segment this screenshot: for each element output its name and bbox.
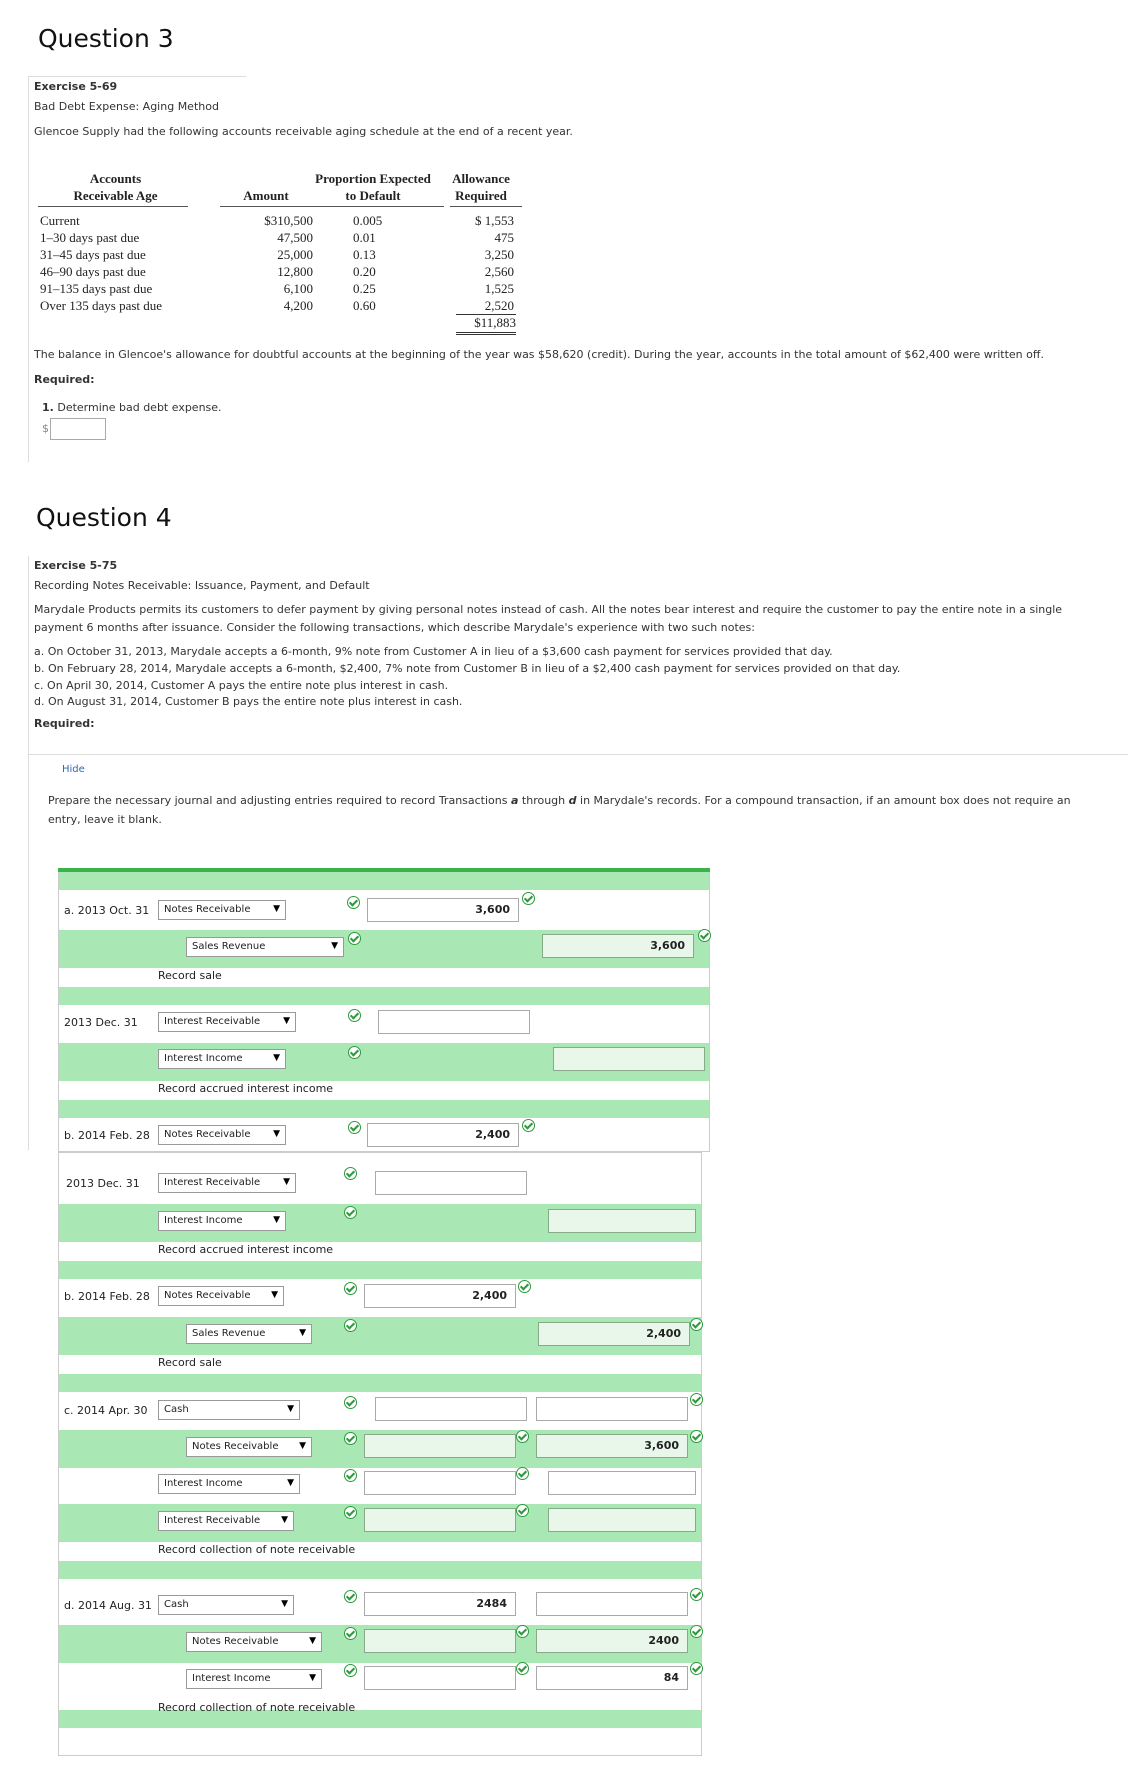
dropdown-arrow-icon: ▼ — [331, 941, 338, 951]
hide-link[interactable]: Hide — [62, 764, 85, 775]
requirement-number: 1. — [42, 401, 54, 414]
exercise-intro-line2: payment 6 months after issuance. Consider the following transactions, which describe Marydale's experience with two such notes: — [34, 621, 755, 634]
question-4-title: Question 4 — [36, 503, 172, 532]
table-cell: 475 — [494, 230, 514, 245]
debit-input[interactable]: 2,400 — [367, 1123, 519, 1147]
table-cell: 3,250 — [484, 247, 514, 262]
instr-text: in Marydale's records. For a compound transaction, if an amount box does not require an — [576, 794, 1071, 807]
credit-input[interactable] — [536, 1592, 688, 1616]
account-select-value: Notes Receivable — [192, 1636, 279, 1647]
account-select[interactable] — [158, 900, 286, 920]
entry-memo: Record sale — [158, 1356, 222, 1369]
check-icon — [690, 1625, 703, 1638]
account-select[interactable] — [186, 1324, 312, 1344]
account-select[interactable] — [158, 1474, 300, 1494]
table-cell: $ 1,553 — [475, 213, 514, 228]
check-icon — [348, 1009, 361, 1022]
debit-input[interactable] — [375, 1397, 527, 1421]
credit-input[interactable]: 2400 — [536, 1629, 688, 1653]
account-select-value: Sales Revenue — [192, 941, 266, 952]
table-cell: 0.60 — [353, 298, 376, 313]
table-cell: Over 135 days past due — [40, 298, 163, 313]
check-icon — [522, 892, 535, 905]
exercise-title: Exercise 5-69 — [34, 80, 118, 93]
table-cell: 25,000 — [277, 247, 313, 262]
check-icon — [698, 929, 711, 942]
check-icon — [344, 1319, 357, 1332]
debit-input[interactable] — [364, 1629, 516, 1653]
dropdown-arrow-icon: ▼ — [271, 1290, 278, 1300]
check-icon — [516, 1504, 529, 1517]
debit-input[interactable] — [364, 1666, 516, 1690]
transaction-b: b. On February 28, 2014, Marydale accepts a 6-month, $2,400, 7% note from Customer B in lieu of a $2,400 cash payment for services provided on that day. — [34, 662, 901, 675]
table-cell: 12,800 — [277, 264, 313, 279]
credit-input[interactable]: 3,600 — [536, 1434, 688, 1458]
table-cell: 0.20 — [353, 264, 376, 279]
check-icon — [690, 1588, 703, 1601]
dropdown-arrow-icon: ▼ — [299, 1441, 306, 1451]
entry-memo: Record collection of note receivable — [158, 1543, 356, 1556]
table-cell: 91–135 days past due — [40, 281, 153, 296]
entry-date: c. 2014 Apr. 30 — [64, 1404, 148, 1417]
check-icon — [347, 896, 360, 909]
account-select[interactable] — [186, 1632, 322, 1652]
entry-date: d. 2014 Aug. 31 — [64, 1599, 152, 1612]
check-icon — [516, 1467, 529, 1480]
table-cell: 0.005 — [353, 213, 383, 228]
table-cell: 31–45 days past due — [40, 247, 146, 262]
header-allow-line2: Required — [455, 188, 507, 203]
check-icon — [690, 1430, 703, 1443]
check-icon — [344, 1506, 357, 1519]
account-select-value: Notes Receivable — [164, 1290, 251, 1301]
transaction-c: c. On April 30, 2014, Customer A pays the entire note plus interest in cash. — [34, 679, 449, 692]
header-prop-line1: Proportion Expected — [315, 171, 431, 186]
account-select[interactable] — [186, 937, 344, 957]
table-cell: 0.25 — [353, 281, 376, 296]
entry-date: 2013 Dec. 31 — [66, 1177, 140, 1190]
check-icon — [522, 1119, 535, 1132]
check-icon — [690, 1318, 703, 1331]
band — [59, 1710, 701, 1728]
entry-memo: Record accrued interest income — [158, 1082, 334, 1095]
credit-input[interactable]: 84 — [536, 1666, 688, 1690]
check-icon — [348, 932, 361, 945]
instr-a: a — [510, 794, 519, 807]
instr-text: through — [518, 794, 569, 807]
account-select[interactable] — [186, 1669, 322, 1689]
requirement-text: Determine bad debt expense. — [57, 401, 222, 414]
account-select-value: Interest Receivable — [164, 1177, 261, 1188]
account-select-value: Interest Income — [164, 1215, 243, 1226]
band — [59, 1100, 709, 1118]
account-select-value: Cash — [164, 1599, 189, 1610]
account-select[interactable] — [158, 1400, 300, 1420]
account-select[interactable] — [158, 1286, 284, 1306]
band — [59, 1374, 701, 1392]
credit-input[interactable]: 3,600 — [542, 934, 694, 958]
table-cell: 0.13 — [353, 247, 376, 262]
account-select-value: Interest Income — [164, 1053, 243, 1064]
table-cell: 2,560 — [484, 264, 514, 279]
dropdown-arrow-icon: ▼ — [281, 1515, 288, 1525]
debit-input[interactable] — [375, 1171, 527, 1195]
dropdown-arrow-icon: ▼ — [309, 1673, 316, 1683]
account-select-value: Interest Receivable — [164, 1515, 261, 1526]
required-label: Required: — [34, 373, 95, 386]
debit-input[interactable]: 2,400 — [364, 1284, 516, 1308]
instr-d: d — [568, 794, 577, 807]
entry-memo: Record sale — [158, 969, 222, 982]
credit-input[interactable] — [548, 1209, 696, 1233]
debit-input[interactable]: 2484 — [364, 1592, 516, 1616]
debit-input[interactable] — [364, 1434, 516, 1458]
dollar-sign: $ — [42, 422, 49, 435]
account-select[interactable] — [158, 1211, 286, 1231]
band — [59, 872, 709, 890]
check-icon — [344, 1282, 357, 1295]
table-cell: 46–90 days past due — [40, 264, 146, 279]
check-icon — [518, 1280, 531, 1293]
credit-input[interactable] — [536, 1397, 688, 1421]
exercise-intro: Glencoe Supply had the following accounts receivable aging schedule at the end of a recent year. — [34, 125, 573, 138]
check-icon — [344, 1664, 357, 1677]
check-icon — [344, 1206, 357, 1219]
table-cell: 1,525 — [484, 281, 514, 296]
account-select[interactable] — [158, 1173, 296, 1193]
dropdown-arrow-icon: ▼ — [283, 1177, 290, 1187]
account-select-value: Interest Income — [164, 1478, 243, 1489]
check-icon — [690, 1393, 703, 1406]
account-select-value: Notes Receivable — [164, 904, 251, 915]
account-select[interactable] — [158, 1012, 296, 1032]
check-icon — [344, 1590, 357, 1603]
dropdown-arrow-icon: ▼ — [309, 1636, 316, 1646]
required-label: Required: — [34, 717, 95, 730]
check-icon — [344, 1627, 357, 1640]
debit-input[interactable] — [364, 1508, 516, 1532]
entry-date: b. 2014 Feb. 28 — [64, 1290, 150, 1303]
exercise-subtitle: Bad Debt Expense: Aging Method — [34, 100, 219, 113]
check-icon — [344, 1167, 357, 1180]
entry-memo: Record collection of note receivable — [158, 1701, 356, 1714]
entry-date: b. 2014 Feb. 28 — [64, 1129, 150, 1142]
debit-input[interactable] — [378, 1010, 530, 1034]
header-prop-line2: to Default — [345, 188, 401, 203]
balance-text: The balance in Glencoe's allowance for doubtful accounts at the beginning of the year was $58,620 (credit). During the year, accounts in the total amount of $62,400 were written off. — [34, 348, 1044, 361]
credit-input[interactable] — [548, 1508, 696, 1532]
entry-memo: Record accrued interest income — [158, 1243, 334, 1256]
check-icon — [348, 1121, 361, 1134]
dropdown-arrow-icon: ▼ — [283, 1016, 290, 1026]
debit-input[interactable]: 3,600 — [367, 898, 519, 922]
header-age-line1: Accounts — [89, 171, 142, 186]
credit-input[interactable]: 2,400 — [538, 1322, 690, 1346]
table-cell: 0.01 — [353, 230, 376, 245]
dropdown-arrow-icon: ▼ — [287, 1478, 294, 1488]
dropdown-arrow-icon: ▼ — [273, 1215, 280, 1225]
check-icon — [516, 1430, 529, 1443]
question-3-title: Question 3 — [38, 24, 174, 53]
band — [59, 987, 709, 1005]
band — [59, 1561, 701, 1579]
instructions-line2: entry, leave it blank. — [48, 813, 162, 826]
account-select-value: Cash — [164, 1404, 189, 1415]
account-select-value: Sales Revenue — [192, 1328, 266, 1339]
table-cell: $310,500 — [264, 213, 313, 228]
check-icon — [516, 1662, 529, 1675]
account-select-value: Notes Receivable — [164, 1129, 251, 1140]
table-total: $11,883 — [474, 315, 516, 330]
entry-date: 2013 Dec. 31 — [64, 1016, 138, 1029]
account-select[interactable] — [158, 1595, 294, 1615]
instr-text: Prepare the necessary journal and adjusting entries required to record Transactions — [48, 794, 511, 807]
account-select[interactable] — [158, 1125, 286, 1145]
table-cell: 4,200 — [283, 298, 313, 313]
table-cell: 6,100 — [283, 281, 313, 296]
dropdown-arrow-icon: ▼ — [273, 1053, 280, 1063]
table-cell: 47,500 — [277, 230, 313, 245]
exercise-intro-line1: Marydale Products permits its customers to defer payment by giving personal notes instead of cash. All the notes bear interest and require the customer to pay the entire note in a single — [34, 603, 1063, 616]
transaction-d: d. On August 31, 2014, Customer B pays the entire note plus interest in cash. — [34, 695, 463, 708]
check-icon — [344, 1396, 357, 1409]
account-select[interactable] — [186, 1437, 312, 1457]
dropdown-arrow-icon: ▼ — [299, 1328, 306, 1338]
check-icon — [348, 1046, 361, 1059]
exercise-subtitle: Recording Notes Receivable: Issuance, Payment, and Default — [34, 579, 370, 592]
check-icon — [516, 1625, 529, 1638]
account-select[interactable] — [158, 1511, 294, 1531]
check-icon — [690, 1662, 703, 1675]
table-cell: 1–30 days past due — [40, 230, 140, 245]
dropdown-arrow-icon: ▼ — [287, 1404, 294, 1414]
account-select-value: Interest Income — [192, 1673, 271, 1684]
check-icon — [344, 1432, 357, 1445]
credit-input[interactable] — [548, 1471, 696, 1495]
account-select[interactable] — [158, 1049, 286, 1069]
table-cell: Current — [40, 213, 80, 228]
header-allow-line1: Allowance — [452, 171, 510, 186]
credit-input[interactable] — [553, 1047, 705, 1071]
band — [59, 1261, 701, 1279]
debit-input[interactable] — [364, 1471, 516, 1495]
transaction-a: a. On October 31, 2013, Marydale accepts a 6-month, 9% note from Customer A in lieu of a $3,600 cash payment for services provided that day. — [34, 645, 833, 658]
account-select-value: Interest Receivable — [164, 1016, 261, 1027]
account-select-value: Notes Receivable — [192, 1441, 279, 1452]
dropdown-arrow-icon: ▼ — [281, 1599, 288, 1609]
header-age-line2: Receivable Age — [73, 188, 158, 203]
entry-date: a. 2013 Oct. 31 — [64, 904, 150, 917]
table-cell: 2,520 — [484, 298, 514, 313]
dropdown-arrow-icon: ▼ — [273, 1129, 280, 1139]
exercise-title: Exercise 5-75 — [34, 559, 118, 572]
dropdown-arrow-icon: ▼ — [273, 904, 280, 914]
header-amount: Amount — [243, 188, 289, 203]
check-icon — [344, 1469, 357, 1482]
